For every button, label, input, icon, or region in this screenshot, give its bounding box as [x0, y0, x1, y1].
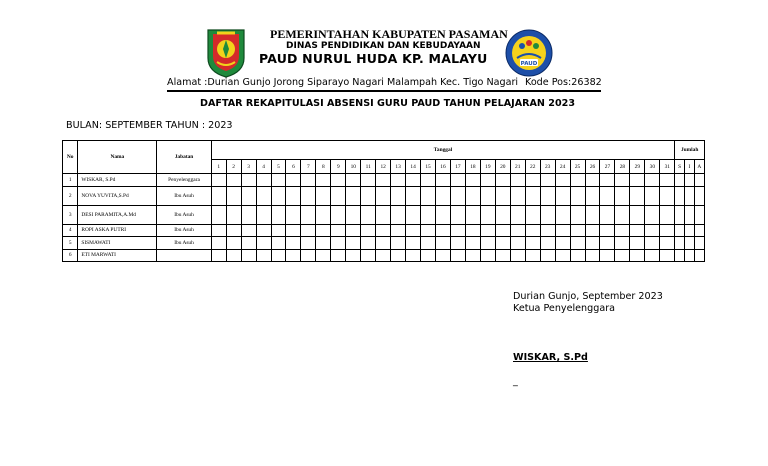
attendance-cell[interactable] — [600, 237, 615, 250]
attendance-cell[interactable] — [286, 174, 301, 187]
attendance-cell[interactable] — [346, 205, 361, 224]
document-title: DAFTAR REKAPITULASI ABSENSI GURU PAUD TAHUN PELAJARAN 2023 — [200, 98, 576, 109]
day-header: 31 — [660, 160, 675, 174]
attendance-cell[interactable] — [465, 224, 480, 237]
attendance-cell[interactable] — [465, 249, 480, 262]
attendance-cell[interactable] — [421, 237, 436, 250]
day-header: 26 — [585, 160, 600, 174]
attendance-cell[interactable] — [645, 186, 660, 205]
attendance-cell[interactable] — [510, 205, 525, 224]
attendance-cell[interactable] — [331, 224, 346, 237]
attendance-cell[interactable] — [540, 174, 555, 187]
attendance-cell[interactable] — [271, 237, 286, 250]
day-header: 4 — [256, 160, 271, 174]
attendance-cell[interactable] — [694, 205, 704, 224]
attendance-cell[interactable] — [685, 174, 695, 187]
attendance-cell[interactable] — [675, 237, 685, 250]
attendance-cell[interactable] — [450, 186, 465, 205]
attendance-cell[interactable] — [615, 237, 630, 250]
row-no: 1 — [63, 174, 78, 187]
attendance-cell[interactable] — [316, 249, 331, 262]
attendance-cell[interactable] — [361, 174, 376, 187]
attendance-cell[interactable] — [241, 224, 256, 237]
paud-logo-text: PAUD — [520, 61, 538, 67]
attendance-cell[interactable] — [391, 237, 406, 250]
attendance-table — [62, 140, 705, 262]
attendance-cell[interactable] — [555, 174, 570, 187]
summary-header: A — [694, 160, 704, 174]
attendance-cell[interactable] — [694, 186, 704, 205]
attendance-cell[interactable] — [615, 224, 630, 237]
attendance-cell[interactable] — [480, 249, 495, 262]
attendance-cell[interactable] — [660, 224, 675, 237]
attendance-cell[interactable] — [361, 205, 376, 224]
day-header: 27 — [600, 160, 615, 174]
attendance-cell[interactable] — [555, 249, 570, 262]
attendance-cell[interactable] — [271, 224, 286, 237]
attendance-cell[interactable] — [694, 237, 704, 250]
attendance-cell[interactable] — [331, 174, 346, 187]
attendance-cell[interactable] — [436, 224, 451, 237]
attendance-cell[interactable] — [271, 174, 286, 187]
attendance-cell[interactable] — [256, 224, 271, 237]
day-header: 21 — [510, 160, 525, 174]
attendance-cell[interactable] — [391, 174, 406, 187]
attendance-cell[interactable] — [376, 224, 391, 237]
day-header: 8 — [316, 160, 331, 174]
attendance-cell[interactable] — [406, 186, 421, 205]
attendance-cell[interactable] — [226, 205, 241, 224]
attendance-cell[interactable] — [286, 237, 301, 250]
attendance-cell[interactable] — [630, 237, 645, 250]
row-nama: ROPI ASKA PUTRI — [78, 224, 157, 237]
attendance-cell[interactable] — [301, 237, 316, 250]
attendance-cell[interactable] — [645, 174, 660, 187]
attendance-cell[interactable] — [436, 205, 451, 224]
day-header: 28 — [615, 160, 630, 174]
attendance-cell[interactable] — [645, 249, 660, 262]
attendance-cell[interactable] — [570, 249, 585, 262]
day-header: 5 — [271, 160, 286, 174]
attendance-cell[interactable] — [316, 224, 331, 237]
attendance-cell[interactable] — [615, 186, 630, 205]
attendance-cell[interactable] — [271, 186, 286, 205]
attendance-cell[interactable] — [286, 186, 301, 205]
day-header: 24 — [555, 160, 570, 174]
attendance-cell[interactable] — [256, 237, 271, 250]
attendance-cell[interactable] — [510, 237, 525, 250]
attendance-cell[interactable] — [301, 224, 316, 237]
attendance-cell[interactable] — [391, 205, 406, 224]
table-row — [63, 205, 705, 224]
attendance-cell[interactable] — [495, 249, 510, 262]
attendance-cell[interactable] — [211, 237, 226, 250]
day-header: 7 — [301, 160, 316, 174]
postcode: Kode Pos:26382 — [525, 77, 602, 88]
row-no: 4 — [63, 224, 78, 237]
attendance-cell[interactable] — [480, 174, 495, 187]
attendance-cell[interactable] — [465, 237, 480, 250]
attendance-cell[interactable] — [391, 224, 406, 237]
day-header: 19 — [480, 160, 495, 174]
attendance-cell[interactable] — [346, 249, 361, 262]
attendance-cell[interactable] — [421, 174, 436, 187]
day-header: 15 — [421, 160, 436, 174]
attendance-cell[interactable] — [271, 205, 286, 224]
header-jumlah: Jumlah — [675, 141, 705, 160]
attendance-cell[interactable] — [226, 174, 241, 187]
attendance-cell[interactable] — [555, 237, 570, 250]
attendance-cell[interactable] — [600, 186, 615, 205]
attendance-cell[interactable] — [675, 174, 685, 187]
header-line-3: PAUD NURUL HUDA KP. MALAYU — [259, 51, 488, 66]
attendance-cell[interactable] — [361, 249, 376, 262]
attendance-cell[interactable] — [226, 224, 241, 237]
attendance-cell[interactable] — [660, 249, 675, 262]
attendance-cell[interactable] — [540, 224, 555, 237]
month-label: BULAN: SEPTEMBER TAHUN : 2023 — [66, 120, 233, 131]
attendance-cell[interactable] — [570, 224, 585, 237]
attendance-cell[interactable] — [645, 205, 660, 224]
summary-header: I — [685, 160, 695, 174]
attendance-cell[interactable] — [346, 237, 361, 250]
attendance-cell[interactable] — [450, 174, 465, 187]
regency-emblem-icon — [205, 28, 247, 78]
signature-name: WISKAR, S.Pd — [513, 352, 588, 363]
attendance-cell[interactable] — [525, 237, 540, 250]
attendance-cell[interactable] — [510, 249, 525, 262]
attendance-cell[interactable] — [685, 224, 695, 237]
attendance-cell[interactable] — [615, 205, 630, 224]
attendance-cell[interactable] — [525, 224, 540, 237]
attendance-cell[interactable] — [630, 174, 645, 187]
signature-place-date: Durian Gunjo, September 2023 — [513, 291, 663, 302]
attendance-cell[interactable] — [361, 186, 376, 205]
attendance-cell[interactable] — [406, 237, 421, 250]
row-jabatan: Ibu Asuh — [157, 186, 211, 205]
attendance-cell[interactable] — [256, 186, 271, 205]
attendance-cell[interactable] — [301, 205, 316, 224]
day-header: 11 — [361, 160, 376, 174]
paud-logo-icon — [503, 28, 555, 78]
attendance-cell[interactable] — [436, 174, 451, 187]
attendance-cell[interactable] — [630, 186, 645, 205]
attendance-cell[interactable] — [495, 224, 510, 237]
attendance-cell[interactable] — [630, 205, 645, 224]
attendance-cell[interactable] — [465, 186, 480, 205]
attendance-cell[interactable] — [525, 249, 540, 262]
attendance-cell[interactable] — [660, 205, 675, 224]
header-divider — [167, 90, 601, 92]
attendance-cell[interactable] — [585, 186, 600, 205]
attendance-cell[interactable] — [406, 205, 421, 224]
attendance-cell[interactable] — [495, 186, 510, 205]
attendance-cell[interactable] — [361, 237, 376, 250]
attendance-cell[interactable] — [436, 186, 451, 205]
attendance-cell[interactable] — [675, 249, 685, 262]
attendance-cell[interactable] — [525, 186, 540, 205]
table-row — [63, 174, 705, 187]
day-header: 20 — [495, 160, 510, 174]
attendance-cell[interactable] — [450, 224, 465, 237]
row-jabatan: Ibu Asuh — [157, 205, 211, 224]
day-header: 17 — [450, 160, 465, 174]
header-tanggal: Tanggal — [211, 141, 675, 160]
attendance-cell[interactable] — [480, 224, 495, 237]
attendance-cell[interactable] — [660, 174, 675, 187]
attendance-cell[interactable] — [211, 224, 226, 237]
attendance-cell[interactable] — [346, 186, 361, 205]
attendance-cell[interactable] — [615, 174, 630, 187]
header-no: No — [63, 141, 78, 174]
attendance-cell[interactable] — [510, 224, 525, 237]
attendance-cell[interactable] — [570, 174, 585, 187]
attendance-cell[interactable] — [525, 174, 540, 187]
attendance-cell[interactable] — [241, 186, 256, 205]
row-jabatan: Ibu Asuh — [157, 237, 211, 250]
attendance-cell[interactable] — [391, 249, 406, 262]
attendance-cell[interactable] — [406, 174, 421, 187]
attendance-cell[interactable] — [421, 224, 436, 237]
attendance-cell[interactable] — [685, 205, 695, 224]
day-header: 16 — [436, 160, 451, 174]
attendance-cell[interactable] — [316, 237, 331, 250]
attendance-cell[interactable] — [211, 186, 226, 205]
header-line-1: PEMERINTAHAN KABUPATEN PASAMAN — [270, 27, 508, 41]
attendance-cell[interactable] — [585, 249, 600, 262]
attendance-cell[interactable] — [600, 224, 615, 237]
signature-role: Ketua Penyelenggara — [513, 303, 616, 314]
row-no: 5 — [63, 237, 78, 250]
attendance-cell[interactable] — [495, 237, 510, 250]
attendance-cell[interactable] — [301, 249, 316, 262]
attendance-cell[interactable] — [465, 174, 480, 187]
row-nama: WISKAR, S.Pd — [78, 174, 157, 187]
row-jabatan: Penyelenggara — [157, 174, 211, 187]
attendance-cell[interactable] — [226, 237, 241, 250]
row-jabatan — [157, 249, 211, 262]
attendance-cell[interactable] — [570, 186, 585, 205]
attendance-cell[interactable] — [630, 249, 645, 262]
attendance-cell[interactable] — [226, 249, 241, 262]
attendance-cell[interactable] — [555, 224, 570, 237]
day-header: 23 — [540, 160, 555, 174]
attendance-cell[interactable] — [331, 237, 346, 250]
attendance-cell[interactable] — [450, 205, 465, 224]
row-nama: SISMAWATI — [78, 237, 157, 250]
day-header: 3 — [241, 160, 256, 174]
header-nama: Nama — [78, 141, 157, 174]
attendance-cell[interactable] — [465, 205, 480, 224]
attendance-cell[interactable] — [600, 205, 615, 224]
attendance-cell[interactable] — [406, 224, 421, 237]
attendance-cell[interactable] — [421, 186, 436, 205]
attendance-cell[interactable] — [316, 205, 331, 224]
attendance-cell[interactable] — [421, 205, 436, 224]
attendance-cell[interactable] — [376, 249, 391, 262]
attendance-cell[interactable] — [510, 174, 525, 187]
attendance-cell[interactable] — [256, 249, 271, 262]
attendance-cell[interactable] — [436, 237, 451, 250]
attendance-cell[interactable] — [406, 249, 421, 262]
attendance-cell[interactable] — [600, 174, 615, 187]
attendance-cell[interactable] — [286, 205, 301, 224]
day-header: 9 — [331, 160, 346, 174]
attendance-cell[interactable] — [376, 237, 391, 250]
attendance-cell[interactable] — [241, 249, 256, 262]
attendance-cell[interactable] — [540, 205, 555, 224]
attendance-cell[interactable] — [685, 237, 695, 250]
attendance-cell[interactable] — [376, 205, 391, 224]
day-header: 1 — [211, 160, 226, 174]
row-no: 2 — [63, 186, 78, 205]
attendance-cell[interactable] — [346, 174, 361, 187]
attendance-cell[interactable] — [211, 205, 226, 224]
attendance-cell[interactable] — [675, 205, 685, 224]
attendance-cell[interactable] — [421, 249, 436, 262]
attendance-cell[interactable] — [495, 174, 510, 187]
table-row — [63, 224, 705, 237]
attendance-cell[interactable] — [256, 174, 271, 187]
day-header: 13 — [391, 160, 406, 174]
attendance-cell[interactable] — [480, 205, 495, 224]
day-header: 18 — [465, 160, 480, 174]
attendance-cell[interactable] — [675, 186, 685, 205]
row-no: 3 — [63, 205, 78, 224]
attendance-cell[interactable] — [694, 249, 704, 262]
attendance-cell[interactable] — [694, 174, 704, 187]
table-row — [63, 186, 705, 205]
day-header: 22 — [525, 160, 540, 174]
day-header: 29 — [630, 160, 645, 174]
attendance-cell[interactable] — [685, 186, 695, 205]
attendance-cell[interactable] — [585, 174, 600, 187]
summary-header: S — [675, 160, 685, 174]
attendance-cell[interactable] — [675, 224, 685, 237]
attendance-cell[interactable] — [241, 205, 256, 224]
attendance-cell[interactable] — [331, 249, 346, 262]
row-nama: NOVA YUVITA,S.Pd — [78, 186, 157, 205]
table-row — [63, 237, 705, 250]
attendance-cell[interactable] — [436, 249, 451, 262]
attendance-cell[interactable] — [570, 205, 585, 224]
day-header: 25 — [570, 160, 585, 174]
attendance-cell[interactable] — [570, 237, 585, 250]
attendance-cell[interactable] — [241, 174, 256, 187]
attendance-cell[interactable] — [376, 186, 391, 205]
day-header: 12 — [376, 160, 391, 174]
header-line-2: DINAS PENDIDIKAN DAN KEBUDAYAAN — [286, 41, 481, 51]
row-no: 6 — [63, 249, 78, 262]
row-jabatan: Ibu Asuh — [157, 224, 211, 237]
attendance-cell[interactable] — [645, 224, 660, 237]
row-nama: DESI PARAMITA,A.Md — [78, 205, 157, 224]
attendance-cell[interactable] — [555, 205, 570, 224]
day-header: 14 — [406, 160, 421, 174]
attendance-cell[interactable] — [694, 224, 704, 237]
attendance-cell[interactable] — [630, 224, 645, 237]
attendance-cell[interactable] — [660, 186, 675, 205]
day-header: 2 — [226, 160, 241, 174]
attendance-cell[interactable] — [540, 186, 555, 205]
attendance-cell[interactable] — [316, 186, 331, 205]
attendance-cell[interactable] — [495, 205, 510, 224]
address: Alamat :Durian Gunjo Jorong Siparayo Nagari Malampah Kec. Tigo Nagari — [167, 77, 519, 88]
attendance-cell[interactable] — [600, 249, 615, 262]
table-row — [63, 249, 705, 262]
attendance-cell[interactable] — [510, 186, 525, 205]
attendance-cell[interactable] — [286, 224, 301, 237]
attendance-cell[interactable] — [525, 205, 540, 224]
attendance-cell[interactable] — [286, 249, 301, 262]
attendance-cell[interactable] — [685, 249, 695, 262]
attendance-cell[interactable] — [540, 237, 555, 250]
header-jabatan: Jabatan — [157, 141, 211, 174]
attendance-cell[interactable] — [316, 174, 331, 187]
attendance-cell[interactable] — [480, 237, 495, 250]
attendance-cell[interactable] — [331, 186, 346, 205]
attendance-cell[interactable] — [450, 237, 465, 250]
attendance-cell[interactable] — [211, 174, 226, 187]
attendance-cell[interactable] — [331, 205, 346, 224]
attendance-cell[interactable] — [241, 237, 256, 250]
attendance-cell[interactable] — [346, 224, 361, 237]
attendance-cell[interactable] — [660, 237, 675, 250]
day-header: 6 — [286, 160, 301, 174]
attendance-cell[interactable] — [361, 224, 376, 237]
attendance-cell[interactable] — [540, 249, 555, 262]
attendance-cell[interactable] — [301, 174, 316, 187]
attendance-cell[interactable] — [555, 186, 570, 205]
attendance-cell[interactable] — [301, 186, 316, 205]
attendance-cell[interactable] — [585, 237, 600, 250]
signature-mark: _ — [513, 376, 518, 387]
day-header: 10 — [346, 160, 361, 174]
attendance-cell[interactable] — [226, 186, 241, 205]
attendance-cell[interactable] — [585, 224, 600, 237]
attendance-cell[interactable] — [615, 249, 630, 262]
attendance-cell[interactable] — [645, 237, 660, 250]
day-header: 30 — [645, 160, 660, 174]
attendance-cell[interactable] — [376, 174, 391, 187]
attendance-cell[interactable] — [480, 186, 495, 205]
attendance-cell[interactable] — [585, 205, 600, 224]
attendance-cell[interactable] — [211, 249, 226, 262]
row-nama: ETI MARWATI — [78, 249, 157, 262]
attendance-cell[interactable] — [271, 249, 286, 262]
attendance-cell[interactable] — [391, 186, 406, 205]
attendance-cell[interactable] — [256, 205, 271, 224]
attendance-cell[interactable] — [450, 249, 465, 262]
